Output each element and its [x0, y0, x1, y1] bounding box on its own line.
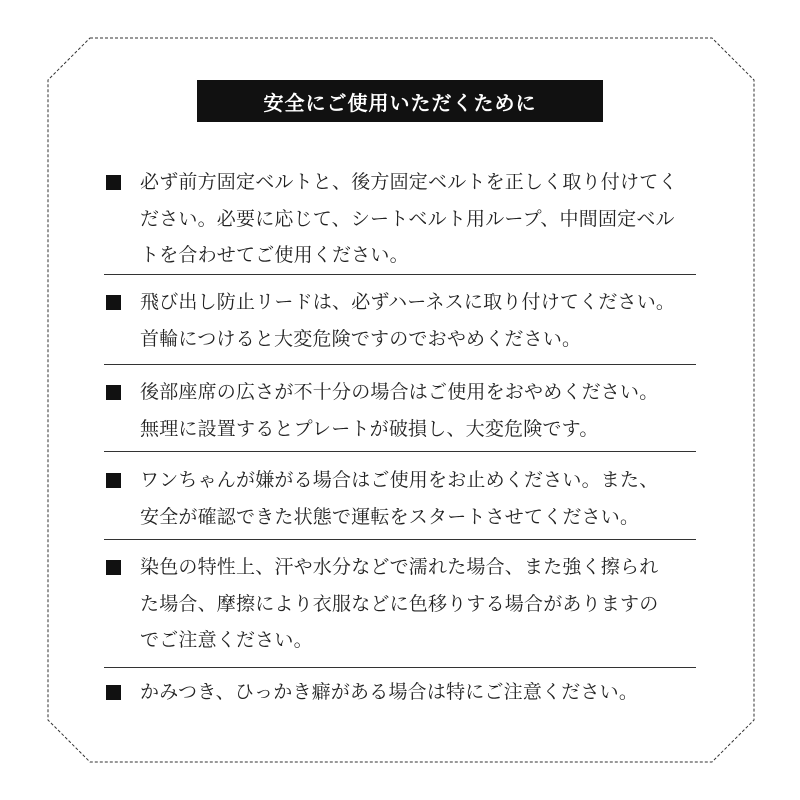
caution-text-line: 飛び出し防止リードは、必ずハーネスに取り付けてください。: [140, 291, 676, 313]
divider: [104, 451, 696, 452]
square-bullet-icon: [106, 685, 121, 700]
caution-text-line: でご注意ください。: [140, 629, 313, 651]
caution-text-line: 染色の特性上、汗や水分などで濡れた場合、また強く擦られ: [140, 556, 659, 578]
square-bullet-icon: [106, 385, 121, 400]
section-title: 安全にご使用いただくために: [197, 80, 603, 122]
caution-text-line: 首輪につけると大変危険ですのでおやめください。: [140, 327, 582, 350]
square-bullet-icon: [106, 295, 121, 310]
square-bullet-icon: [106, 560, 121, 575]
caution-text-line: た場合、摩擦により衣服などに色移りする場合がありますの: [140, 592, 659, 615]
divider: [104, 364, 696, 365]
divider: [104, 539, 696, 540]
caution-text-line: ワンちゃんが嫌がる場合はご使用をお止めください。また、: [140, 469, 659, 491]
square-bullet-icon: [106, 473, 121, 488]
divider: [104, 667, 696, 668]
caution-text-line: トを合わせてご使用ください。: [140, 244, 409, 266]
caution-text-line: 無理に設置するとプレートが破損し、大変危険です。: [140, 417, 599, 440]
caution-text-line: 安全が確認できた状態で運転をスタートさせてください。: [140, 505, 640, 528]
divider: [104, 274, 696, 275]
caution-text-line: かみつき、ひっかき癖がある場合は特にご注意ください。: [140, 681, 639, 703]
caution-text-line: ださい。必要に応じて、シートベルト用ループ、中間固定ベル: [140, 207, 675, 230]
caution-text-line: 後部座席の広さが不十分の場合はご使用をおやめください。: [140, 381, 659, 403]
square-bullet-icon: [106, 175, 121, 190]
caution-text-line: 必ず前方固定ベルトと、後方固定ベルトを正しく取り付けてく: [140, 171, 678, 193]
